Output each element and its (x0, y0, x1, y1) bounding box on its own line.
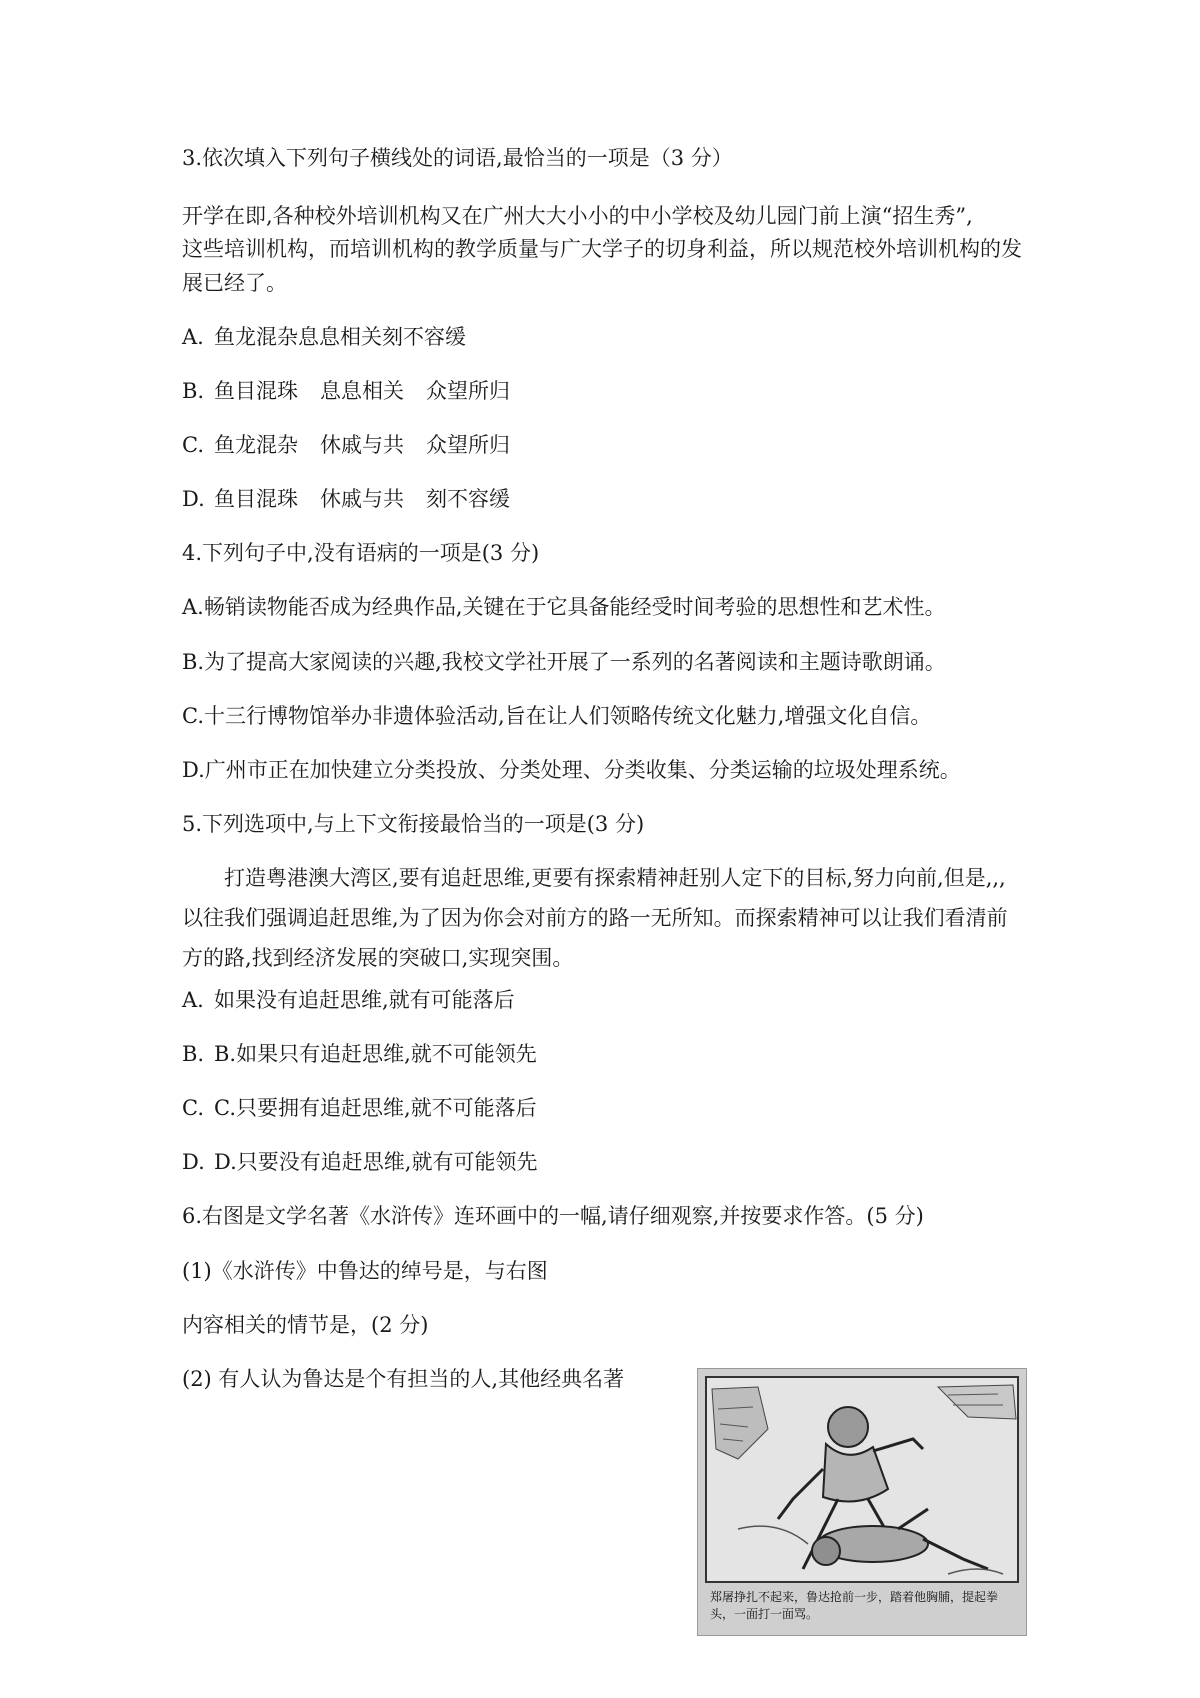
option-word-2: 息息相关 (320, 379, 404, 403)
q3-passage-line-2: 这些培训机构，而培训机构的教学质量与广大学子的切身利益，所以规范校外培训机构的发 (182, 237, 1022, 261)
q3-option-a (182, 324, 466, 350)
option-word-3: 众望所归 (426, 433, 510, 457)
q5-option-d (182, 1149, 537, 1175)
q3-option-d (182, 486, 510, 512)
option-word-2: 休戚与共 (320, 433, 404, 457)
q6-sub2: (2) 有人认为鲁达是个有担当的人,其他经典名著 (182, 1367, 625, 1391)
option-word-1: 鱼目混珠 (214, 379, 298, 403)
q4-option-c: C.十三行博物馆举办非遗体验活动,旨在让人们领略传统文化魅力,增强文化自信。 (182, 704, 932, 728)
q4-option-b: B.为了提高大家阅读的兴趣,我校文学社开展了一系列的名著阅读和主题诗歌朗诵。 (182, 650, 946, 674)
comic-caption: 郑屠挣扎不起来，鲁达抢前一步，踏着他胸脯，提起拳头，一面打一面骂。 (710, 1590, 999, 1621)
q3-passage-line-3: 展已经了。 (182, 271, 287, 295)
option-text: C.只要拥有追赶思维,就不可能落后 (214, 1096, 537, 1120)
option-word-2: 休戚与共 (320, 487, 404, 511)
option-word-1: 鱼龙混杂 (214, 433, 298, 457)
option-text: 如果没有追赶思维,就有可能落后 (214, 988, 515, 1012)
q5-option-c (182, 1095, 537, 1121)
q5-passage: 打造粤港澳大湾区,要有追赶思维,更要有探索精神赶别人定下的目标,努力向前,但是,,,以往我们强调追赶思维,为了因为你会对前方的路一无所知。而探索精神可以让我们看清前方的路,找到经济发展的突破口,实现突围。 (182, 866, 1008, 970)
q6-sub1-line-2: 内容相关的情节是，(2 分) (182, 1313, 429, 1337)
option-text: B.如果只有追赶思维,就不可能领先 (214, 1042, 537, 1066)
q4-title: 4.下列句子中,没有语病的一项是(3 分) (182, 541, 540, 565)
option-letter: B. (182, 1042, 205, 1066)
q3-title: 3.依次填入下列句子横线处的词语,最恰当的一项是（3 分） (182, 146, 733, 170)
q4-option-d: D.广州市正在加快建立分类投放、分类处理、分类收集、分类运输的垃圾处理系统。 (182, 758, 961, 782)
q6-sub1-line-1: (1)《水浒传》中鲁达的绰号是，与右图 (182, 1259, 548, 1283)
option-letter: A. (182, 988, 204, 1012)
q5-option-a (182, 987, 515, 1013)
q3-option-c (182, 432, 510, 458)
option-letter: A. (182, 325, 204, 349)
option-letter: C. (182, 1096, 204, 1120)
option-word-3: 刻不容缓 (426, 487, 510, 511)
option-text: 鱼龙混杂息息相关刻不容缓 (214, 325, 466, 349)
option-letter: B. (182, 379, 205, 403)
q4-option-a: A.畅销读物能否成为经典作品,关键在于它具备能经受时间考验的思想性和艺术性。 (182, 595, 946, 619)
q6-title: 6.右图是文学名著《水浒传》连环画中的一幅,请仔细观察,并按要求作答。(5 分) (182, 1204, 924, 1228)
option-word-3: 众望所归 (426, 379, 510, 403)
option-letter: D. (182, 1150, 205, 1174)
q5-title: 5.下列选项中,与上下文衔接最恰当的一项是(3 分) (182, 812, 645, 836)
q3-passage-line-1: 开学在即,各种校外培训机构又在广州大大小小的中小学校及幼儿园门前上演“招生秀”, (182, 204, 973, 228)
option-text: D.只要没有追赶思维,就有可能领先 (214, 1150, 538, 1174)
comic-illustration (697, 1368, 1027, 1636)
option-letter: D. (182, 487, 205, 511)
option-word-1: 鱼目混珠 (214, 487, 298, 511)
q5-option-b (182, 1041, 537, 1067)
q3-option-b (182, 378, 510, 404)
option-letter: C. (182, 433, 204, 457)
